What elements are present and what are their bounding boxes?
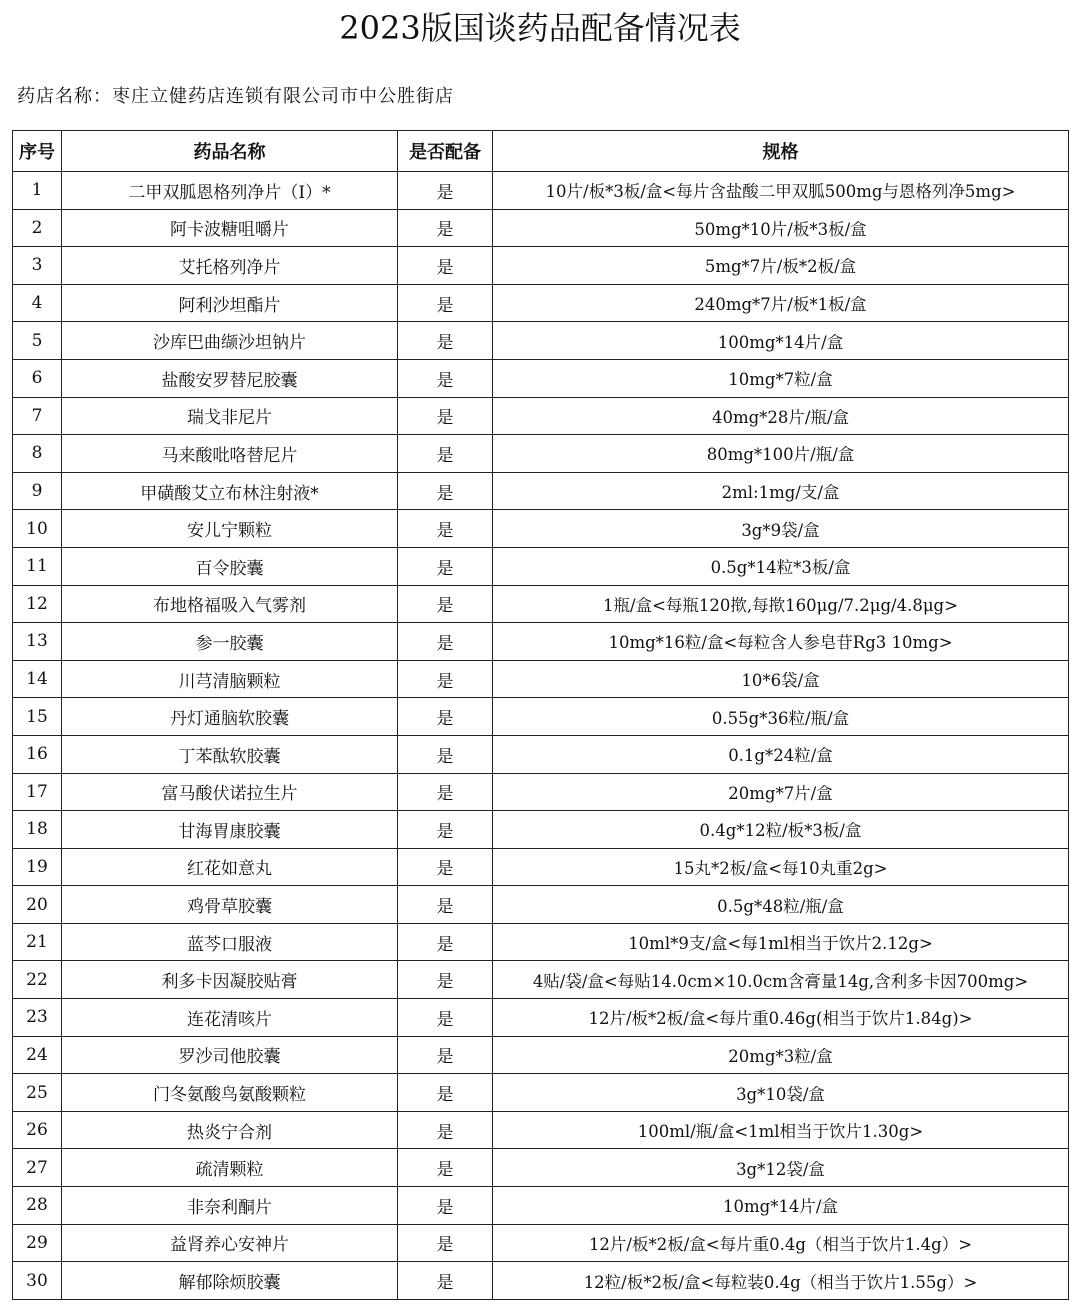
cell-spec: 100mg*14片/盒 bbox=[493, 322, 1069, 360]
cell-drug-name: 布地格福吸入气雾剂 bbox=[62, 585, 398, 623]
cell-drug-name: 艾托格列净片 bbox=[62, 247, 398, 285]
table-row bbox=[13, 435, 1069, 473]
cell-stocked: 是 bbox=[398, 811, 493, 849]
cell-no: 28 bbox=[13, 1187, 62, 1225]
cell-drug-name: 安儿宁颗粒 bbox=[62, 510, 398, 548]
cell-stocked: 是 bbox=[398, 923, 493, 961]
table-body bbox=[13, 172, 1069, 1300]
cell-spec: 20mg*7片/盒 bbox=[493, 773, 1069, 811]
cell-no: 8 bbox=[13, 435, 62, 473]
cell-drug-name: 富马酸伏诺拉生片 bbox=[62, 773, 398, 811]
cell-drug-name: 热炎宁合剂 bbox=[62, 1111, 398, 1149]
cell-drug-name: 蓝芩口服液 bbox=[62, 923, 398, 961]
cell-stocked: 是 bbox=[398, 1111, 493, 1149]
cell-no: 23 bbox=[13, 999, 62, 1037]
cell-spec: 50mg*10片/板*3板/盒 bbox=[493, 209, 1069, 247]
cell-no: 12 bbox=[13, 585, 62, 623]
cell-drug-name: 阿卡波糖咀嚼片 bbox=[62, 209, 398, 247]
table-row bbox=[13, 209, 1069, 247]
cell-drug-name: 丁苯酞软胶囊 bbox=[62, 735, 398, 773]
cell-stocked: 是 bbox=[398, 397, 493, 435]
table-row bbox=[13, 886, 1069, 924]
cell-no: 5 bbox=[13, 322, 62, 360]
cell-spec: 10片/板*3板/盒<每片含盐酸二甲双胍500mg与恩格列净5mg> bbox=[493, 172, 1069, 210]
table-row bbox=[13, 1224, 1069, 1262]
cell-drug-name: 甘海胃康胶囊 bbox=[62, 811, 398, 849]
store-label: 药店名称： bbox=[17, 86, 112, 107]
cell-stocked: 是 bbox=[398, 773, 493, 811]
table-row bbox=[13, 735, 1069, 773]
cell-stocked: 是 bbox=[398, 999, 493, 1037]
cell-spec: 0.5g*48粒/瓶/盒 bbox=[493, 886, 1069, 924]
cell-drug-name: 川芎清脑颗粒 bbox=[62, 660, 398, 698]
table-row bbox=[13, 999, 1069, 1037]
cell-drug-name: 参一胶囊 bbox=[62, 623, 398, 661]
cell-no: 9 bbox=[13, 472, 62, 510]
cell-stocked: 是 bbox=[398, 623, 493, 661]
cell-spec: 240mg*7片/板*1板/盒 bbox=[493, 284, 1069, 322]
cell-stocked: 是 bbox=[398, 247, 493, 285]
table-row bbox=[13, 1262, 1069, 1300]
cell-no: 14 bbox=[13, 660, 62, 698]
table-row bbox=[13, 1074, 1069, 1112]
cell-stocked: 是 bbox=[398, 1187, 493, 1225]
cell-no: 21 bbox=[13, 923, 62, 961]
cell-stocked: 是 bbox=[398, 961, 493, 999]
cell-stocked: 是 bbox=[398, 1224, 493, 1262]
page-title: 2023版国谈药品配备情况表 bbox=[339, 9, 741, 47]
cell-no: 27 bbox=[13, 1149, 62, 1187]
cell-stocked: 是 bbox=[398, 1074, 493, 1112]
cell-drug-name: 解郁除烦胶囊 bbox=[62, 1262, 398, 1300]
cell-stocked: 是 bbox=[398, 284, 493, 322]
cell-stocked: 是 bbox=[398, 1036, 493, 1074]
cell-spec: 20mg*3粒/盒 bbox=[493, 1036, 1069, 1074]
header-no: 序号 bbox=[13, 131, 62, 172]
cell-drug-name: 门冬氨酸鸟氨酸颗粒 bbox=[62, 1074, 398, 1112]
header-name: 药品名称 bbox=[62, 131, 398, 172]
cell-stocked: 是 bbox=[398, 510, 493, 548]
cell-spec: 1瓶/盒<每瓶120揿,每揿160μg/7.2μg/4.8μg> bbox=[493, 585, 1069, 623]
cell-drug-name: 阿利沙坦酯片 bbox=[62, 284, 398, 322]
table-row bbox=[13, 359, 1069, 397]
table-row bbox=[13, 660, 1069, 698]
cell-drug-name: 甲磺酸艾立布林注射液* bbox=[62, 472, 398, 510]
cell-spec: 5mg*7片/板*2板/盒 bbox=[493, 247, 1069, 285]
cell-drug-name: 沙库巴曲缬沙坦钠片 bbox=[62, 322, 398, 360]
cell-spec: 12片/板*2板/盒<每片重0.46g(相当于饮片1.84g)> bbox=[493, 999, 1069, 1037]
table-row bbox=[13, 585, 1069, 623]
table-row bbox=[13, 247, 1069, 285]
cell-drug-name: 红花如意丸 bbox=[62, 848, 398, 886]
cell-spec: 80mg*100片/瓶/盒 bbox=[493, 435, 1069, 473]
cell-drug-name: 瑞戈非尼片 bbox=[62, 397, 398, 435]
cell-no: 29 bbox=[13, 1224, 62, 1262]
cell-no: 1 bbox=[13, 172, 62, 210]
cell-drug-name: 益肾养心安神片 bbox=[62, 1224, 398, 1262]
cell-stocked: 是 bbox=[398, 848, 493, 886]
cell-stocked: 是 bbox=[398, 172, 493, 210]
cell-no: 11 bbox=[13, 547, 62, 585]
cell-spec: 3g*9袋/盒 bbox=[493, 510, 1069, 548]
cell-no: 16 bbox=[13, 735, 62, 773]
cell-no: 24 bbox=[13, 1036, 62, 1074]
cell-no: 22 bbox=[13, 961, 62, 999]
table-row bbox=[13, 510, 1069, 548]
table-row bbox=[13, 547, 1069, 585]
table-row bbox=[13, 923, 1069, 961]
cell-no: 25 bbox=[13, 1074, 62, 1112]
cell-drug-name: 百令胶囊 bbox=[62, 547, 398, 585]
cell-drug-name: 盐酸安罗替尼胶囊 bbox=[62, 359, 398, 397]
cell-no: 7 bbox=[13, 397, 62, 435]
cell-spec: 10mg*7粒/盒 bbox=[493, 359, 1069, 397]
header-stocked: 是否配备 bbox=[398, 131, 493, 172]
cell-spec: 40mg*28片/瓶/盒 bbox=[493, 397, 1069, 435]
table-row bbox=[13, 172, 1069, 210]
cell-stocked: 是 bbox=[398, 1262, 493, 1300]
table-row bbox=[13, 1149, 1069, 1187]
cell-no: 15 bbox=[13, 698, 62, 736]
cell-drug-name: 非奈利酮片 bbox=[62, 1187, 398, 1225]
table-row bbox=[13, 961, 1069, 999]
cell-no: 19 bbox=[13, 848, 62, 886]
cell-spec: 4贴/袋/盒<每贴14.0cm×10.0cm含膏量14g,含利多卡因700mg> bbox=[493, 961, 1069, 999]
cell-no: 3 bbox=[13, 247, 62, 285]
cell-stocked: 是 bbox=[398, 322, 493, 360]
cell-stocked: 是 bbox=[398, 698, 493, 736]
cell-stocked: 是 bbox=[398, 435, 493, 473]
table-row bbox=[13, 397, 1069, 435]
cell-spec: 12片/板*2板/盒<每片重0.4g（相当于饮片1.4g）> bbox=[493, 1224, 1069, 1262]
cell-spec: 10*6袋/盒 bbox=[493, 660, 1069, 698]
cell-stocked: 是 bbox=[398, 1149, 493, 1187]
header-spec: 规格 bbox=[493, 131, 1069, 172]
cell-spec: 0.55g*36粒/瓶/盒 bbox=[493, 698, 1069, 736]
cell-no: 30 bbox=[13, 1262, 62, 1300]
cell-drug-name: 利多卡因凝胶贴膏 bbox=[62, 961, 398, 999]
cell-stocked: 是 bbox=[398, 660, 493, 698]
cell-stocked: 是 bbox=[398, 472, 493, 510]
cell-no: 17 bbox=[13, 773, 62, 811]
cell-no: 4 bbox=[13, 284, 62, 322]
cell-drug-name: 二甲双胍恩格列净片（Ⅰ）* bbox=[62, 172, 398, 210]
table-row bbox=[13, 1036, 1069, 1074]
cell-drug-name: 鸡骨草胶囊 bbox=[62, 886, 398, 924]
store-name: 枣庄立健药店连锁有限公司市中公胜街店 bbox=[112, 86, 454, 107]
cell-stocked: 是 bbox=[398, 359, 493, 397]
table-row bbox=[13, 848, 1069, 886]
cell-spec: 100ml/瓶/盒<1ml相当于饮片1.30g> bbox=[493, 1111, 1069, 1149]
drug-table bbox=[12, 130, 1069, 1300]
cell-drug-name: 马来酸吡咯替尼片 bbox=[62, 435, 398, 473]
cell-drug-name: 罗沙司他胶囊 bbox=[62, 1036, 398, 1074]
cell-no: 18 bbox=[13, 811, 62, 849]
store-info bbox=[17, 84, 454, 110]
table-row bbox=[13, 1187, 1069, 1225]
table-row bbox=[13, 472, 1069, 510]
cell-no: 10 bbox=[13, 510, 62, 548]
table-row bbox=[13, 773, 1069, 811]
table-row bbox=[13, 284, 1069, 322]
cell-no: 6 bbox=[13, 359, 62, 397]
cell-spec: 10mg*14片/盒 bbox=[493, 1187, 1069, 1225]
cell-no: 20 bbox=[13, 886, 62, 924]
table-header-row bbox=[13, 131, 1069, 172]
cell-stocked: 是 bbox=[398, 735, 493, 773]
cell-no: 2 bbox=[13, 209, 62, 247]
cell-spec: 12粒/板*2板/盒<每粒装0.4g（相当于饮片1.55g）> bbox=[493, 1262, 1069, 1300]
cell-spec: 2ml:1mg/支/盒 bbox=[493, 472, 1069, 510]
cell-spec: 10ml*9支/盒<每1ml相当于饮片2.12g> bbox=[493, 923, 1069, 961]
cell-drug-name: 疏清颗粒 bbox=[62, 1149, 398, 1187]
cell-drug-name: 丹灯通脑软胶囊 bbox=[62, 698, 398, 736]
table-row bbox=[13, 623, 1069, 661]
cell-no: 26 bbox=[13, 1111, 62, 1149]
cell-stocked: 是 bbox=[398, 209, 493, 247]
cell-stocked: 是 bbox=[398, 585, 493, 623]
table-row bbox=[13, 811, 1069, 849]
cell-no: 13 bbox=[13, 623, 62, 661]
cell-stocked: 是 bbox=[398, 886, 493, 924]
cell-spec: 0.5g*14粒*3板/盒 bbox=[493, 547, 1069, 585]
cell-spec: 10mg*16粒/盒<每粒含人参皂苷Rg3 10mg> bbox=[493, 623, 1069, 661]
cell-stocked: 是 bbox=[398, 547, 493, 585]
cell-spec: 0.1g*24粒/盒 bbox=[493, 735, 1069, 773]
table-row bbox=[13, 322, 1069, 360]
table-row bbox=[13, 1111, 1069, 1149]
cell-spec: 15丸*2板/盒<每10丸重2g> bbox=[493, 848, 1069, 886]
cell-drug-name: 连花清咳片 bbox=[62, 999, 398, 1037]
table-row bbox=[13, 698, 1069, 736]
cell-spec: 3g*10袋/盒 bbox=[493, 1074, 1069, 1112]
cell-spec: 3g*12袋/盒 bbox=[493, 1149, 1069, 1187]
cell-spec: 0.4g*12粒/板*3板/盒 bbox=[493, 811, 1069, 849]
